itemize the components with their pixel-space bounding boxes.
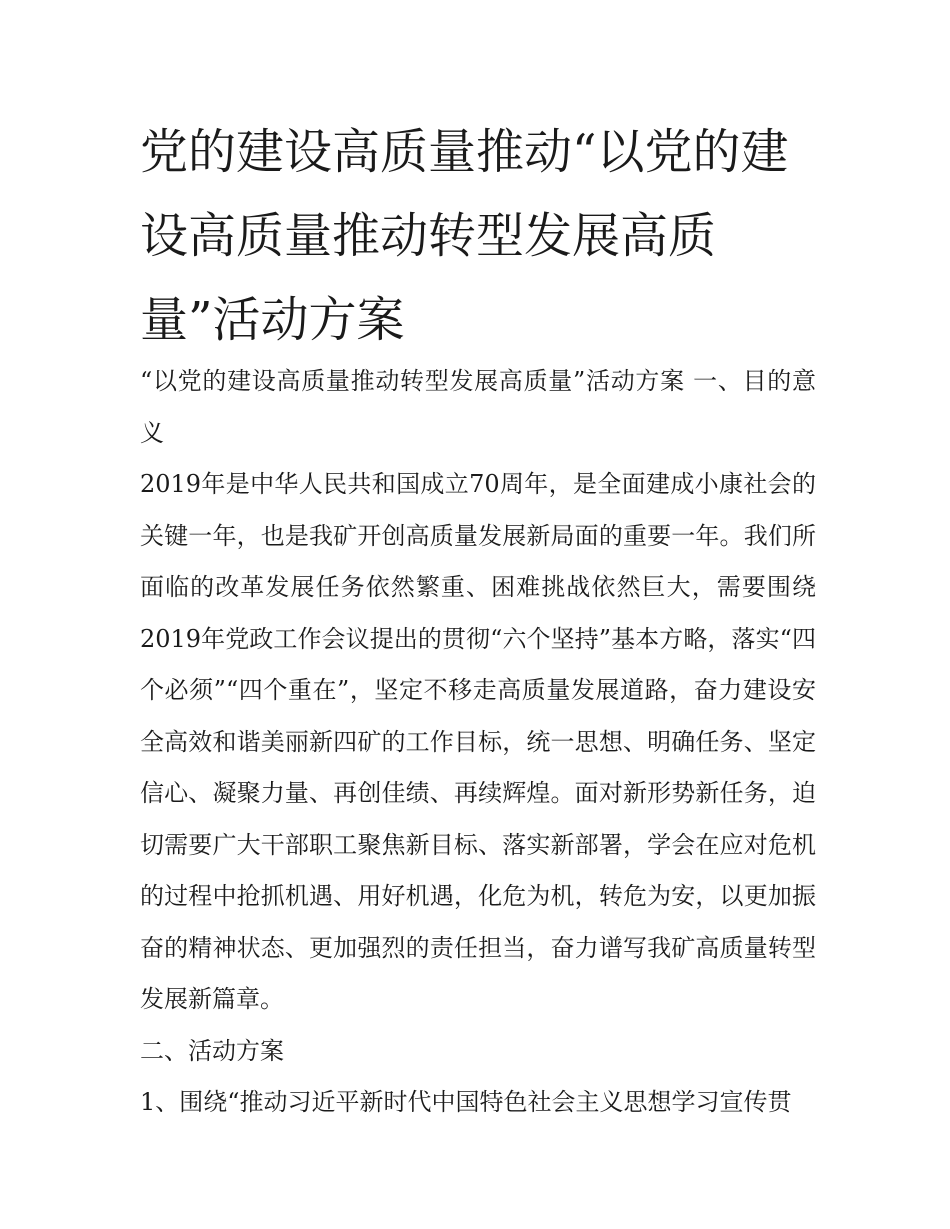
section-heading: 二、活动方案: [140, 1036, 284, 1065]
purpose-paragraph: 2019年是中华人民共和国成立70周年，是全面建成小康社会的关键一年，也是我矿开创高质量发展新局面的重要一年。我们所面临的改革发展任务依然繁重、困难挑战依然巨大，需要围绕2019年党政工作会议提出的贯彻“六个坚持”基本方略，落实“四个必须”“四个重在”，坚定不移走高质量发展道路，奋力建设安全高效和谐美丽新四矿的工作目标，统一思想、明确任务、坚定信心、凝聚力量、再创佳绩、再续辉煌。面对新形势新任务，迫切需要广大干部职工聚焦新目标、落实新部署，学会在应对危机的过程中抢抓机遇、用好机遇，化危为机，转危为安，以更加振奋的精神状态、更加强烈的责任担当，奋力谱写我矿高质量转型发展新篇章。: [140, 470, 816, 1013]
intro-paragraph: “以党的建设高质量推动转型发展高质量”活动方案 一、目的意义: [140, 367, 816, 447]
document-body: [140, 356, 816, 1129]
document-title: 党的建设高质量推动“以党的建设高质量推动转型发展高质量”活动方案: [140, 124, 789, 348]
list-item-1: 1、围绕“推动习近平新时代中国特色社会主义思想学习宣传贯: [140, 1088, 792, 1116]
